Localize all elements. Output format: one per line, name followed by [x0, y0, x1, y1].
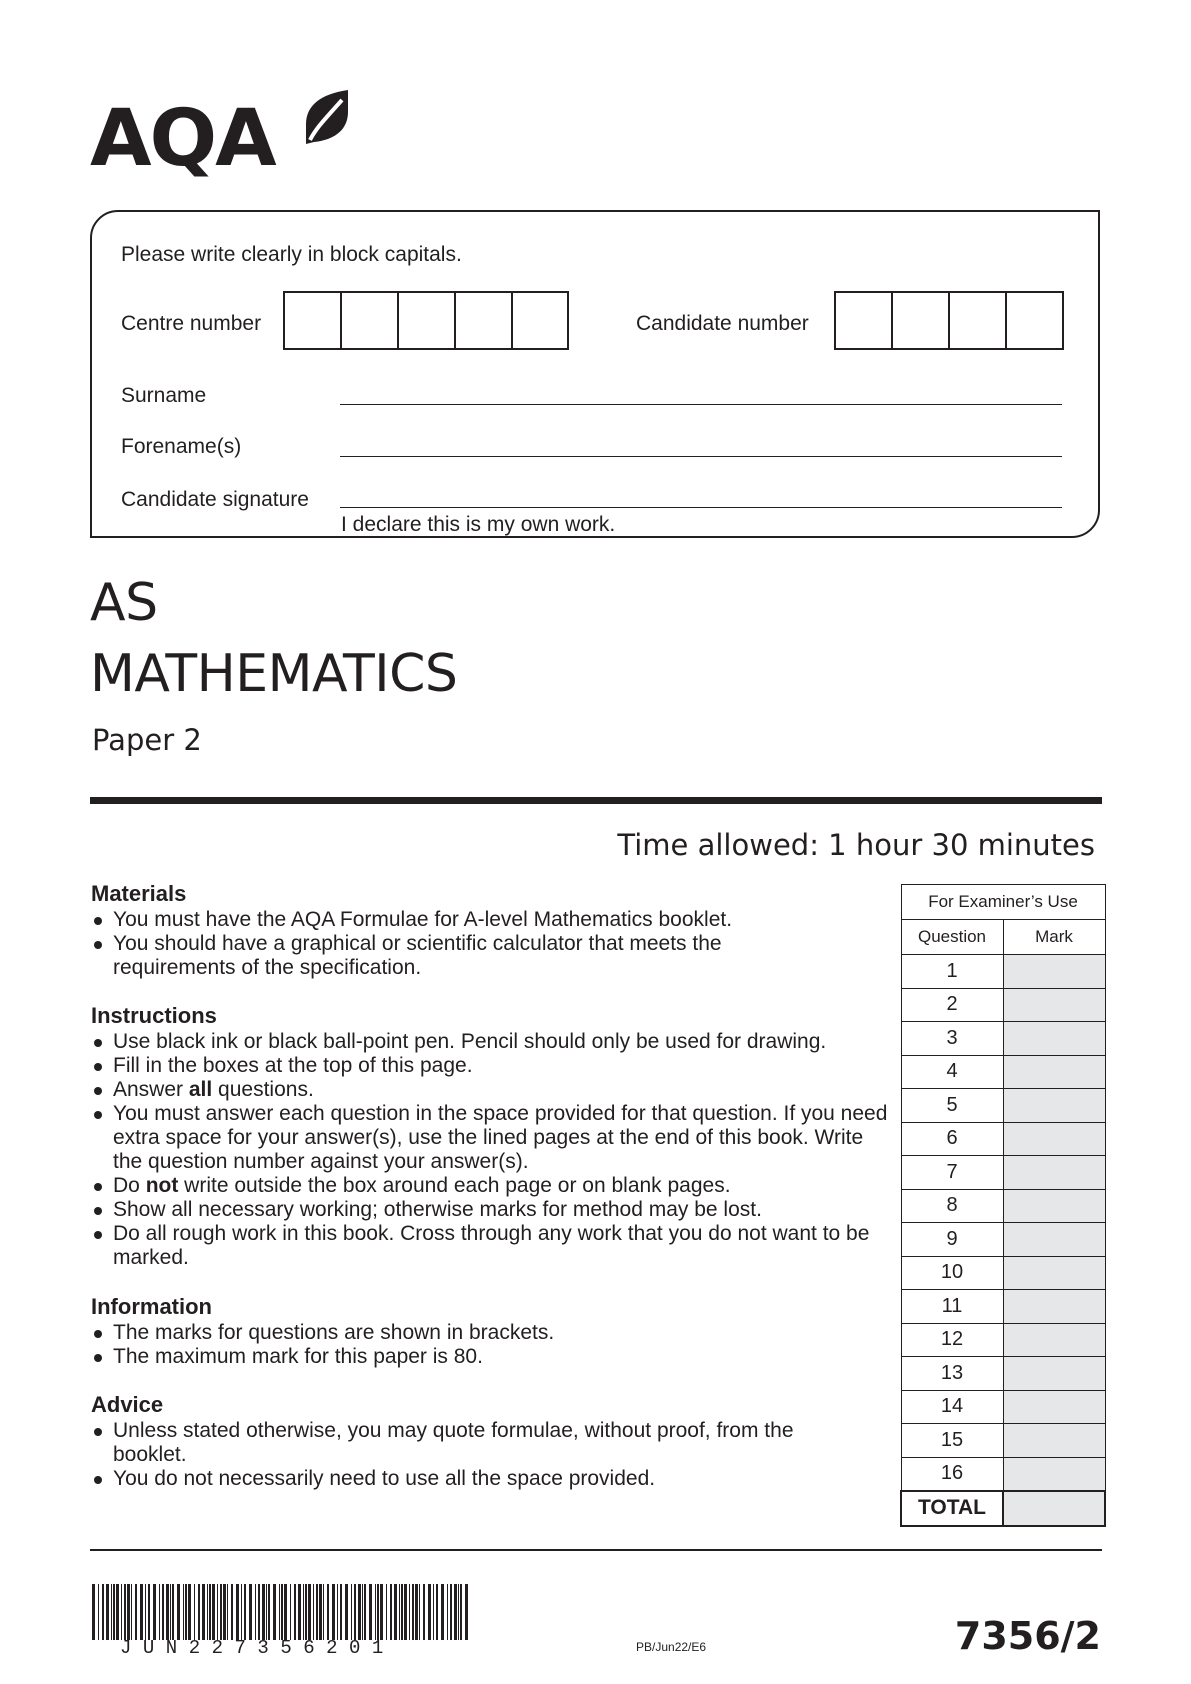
question-number-cell: 15 — [901, 1424, 1003, 1458]
mark-column-header: Mark — [1003, 920, 1105, 955]
question-number-cell: 1 — [901, 955, 1003, 989]
mark-cell[interactable] — [1003, 955, 1105, 989]
question-number-cell: 16 — [901, 1457, 1003, 1491]
table-row — [901, 1089, 1105, 1123]
total-label: TOTAL — [901, 1491, 1003, 1526]
text-run: write outside the box around each page or on blank pages. — [178, 1174, 731, 1197]
mark-cell[interactable] — [1003, 988, 1105, 1022]
table-row — [901, 1357, 1105, 1391]
thick-divider — [90, 797, 1102, 804]
question-number-cell: 6 — [901, 1122, 1003, 1156]
signature-label: Candidate signature — [121, 488, 309, 511]
question-number-cell: 13 — [901, 1357, 1003, 1391]
materials-section — [91, 883, 891, 980]
examiner-table-title: For Examiner’s Use — [901, 885, 1105, 920]
candidate-number-digit[interactable] — [950, 293, 1007, 348]
table-row — [901, 1156, 1105, 1190]
subject-title: MATHEMATICS — [90, 644, 458, 704]
emphasis-text: all — [188, 1078, 213, 1101]
centre-number-label: Centre number — [121, 312, 262, 335]
list-item: You must have the AQA Formulae for A-level Mathematics booklet. — [91, 908, 891, 932]
centre-number-digit[interactable] — [399, 293, 456, 348]
list-item: Fill in the boxes at the top of this page. — [91, 1054, 891, 1078]
list-item: Show all necessary working; otherwise marks for method may be lost. — [91, 1198, 891, 1222]
list-item — [91, 1078, 891, 1102]
candidate-number-label: Candidate number — [636, 312, 809, 335]
mark-cell[interactable] — [1003, 1390, 1105, 1424]
question-number-cell: 10 — [901, 1256, 1003, 1290]
information-section — [91, 1296, 891, 1369]
time-allowed: Time allowed: 1 hour 30 minutes — [617, 828, 1095, 862]
question-number-cell: 7 — [901, 1156, 1003, 1190]
table-row — [901, 1323, 1105, 1357]
question-number-cell: 11 — [901, 1290, 1003, 1324]
list-item: Do all rough work in this book. Cross through any work that you do not want to be marked. — [91, 1222, 903, 1270]
table-row — [901, 955, 1105, 989]
question-column-header: Question — [901, 920, 1003, 955]
mark-cell[interactable] — [1003, 1424, 1105, 1458]
table-row — [901, 1189, 1105, 1223]
mark-cell[interactable] — [1003, 1089, 1105, 1123]
mark-cell[interactable] — [1003, 1022, 1105, 1056]
list-item: Use black ink or black ball-point pen. Pencil should only be used for drawing. — [91, 1030, 891, 1054]
emphasis-text: not — [145, 1174, 179, 1197]
forenames-label: Forename(s) — [121, 435, 242, 458]
signature-field[interactable] — [340, 507, 1062, 508]
block-capitals-instruction: Please write clearly in block capitals. — [121, 243, 462, 266]
mark-cell[interactable] — [1003, 1290, 1105, 1324]
mark-cell[interactable] — [1003, 1055, 1105, 1089]
question-number-cell: 5 — [901, 1089, 1003, 1123]
question-number-cell: 2 — [901, 988, 1003, 1022]
text-run: Do — [113, 1174, 146, 1197]
question-number-cell: 8 — [901, 1189, 1003, 1223]
mark-cell[interactable] — [1003, 1357, 1105, 1391]
table-row — [901, 1290, 1105, 1324]
information-heading: Information — [91, 1294, 212, 1319]
table-row — [901, 1122, 1105, 1156]
mark-cell[interactable] — [1003, 1457, 1105, 1491]
surname-label: Surname — [121, 384, 207, 407]
mark-cell[interactable] — [1003, 1122, 1105, 1156]
list-item: You should have a graphical or scientific calculator that meets the requirements of the specification. — [91, 932, 793, 980]
mark-cell[interactable] — [1003, 1223, 1105, 1257]
paper-code: 7356/2 — [954, 1614, 1101, 1658]
paper-number: Paper 2 — [92, 723, 202, 757]
table-row — [901, 1223, 1105, 1257]
table-row — [901, 1457, 1105, 1491]
examiner-use-table — [900, 884, 1106, 1527]
table-row — [901, 1390, 1105, 1424]
text-run: questions. — [212, 1078, 314, 1101]
candidate-number-digit[interactable] — [893, 293, 950, 348]
centre-number-digit[interactable] — [285, 293, 342, 348]
surname-field[interactable] — [340, 404, 1062, 405]
total-mark-cell[interactable] — [1003, 1491, 1105, 1526]
list-item: You must answer each question in the space provided for that question. If you need extra space for your answer(s), use the lined pages at the end of this book. Write the question number against your answer(s). — [91, 1102, 893, 1174]
centre-number-digit[interactable] — [456, 293, 513, 348]
list-item: The marks for questions are shown in brackets. — [91, 1321, 891, 1345]
mark-cell[interactable] — [1003, 1156, 1105, 1190]
total-row — [901, 1491, 1105, 1526]
question-number-cell: 3 — [901, 1022, 1003, 1056]
mark-cell[interactable] — [1003, 1323, 1105, 1357]
list-item — [91, 1174, 891, 1198]
table-row — [901, 1055, 1105, 1089]
footer-divider — [90, 1549, 1102, 1551]
qualification-level: AS — [90, 573, 158, 633]
advice-section — [91, 1394, 891, 1491]
mark-cell[interactable] — [1003, 1189, 1105, 1223]
instructions-section — [91, 1005, 891, 1270]
aqa-logo-text: AQA — [90, 94, 275, 184]
instructions-heading: Instructions — [91, 1003, 217, 1028]
question-number-cell: 9 — [901, 1223, 1003, 1257]
mark-cell[interactable] — [1003, 1256, 1105, 1290]
forenames-field[interactable] — [340, 456, 1062, 457]
print-reference: PB/Jun22/E6 — [636, 1640, 707, 1654]
declaration-text: I declare this is my own work. — [341, 513, 616, 536]
advice-heading: Advice — [91, 1392, 164, 1417]
examiner-table-body — [901, 955, 1105, 1492]
candidate-number-boxes[interactable] — [834, 291, 1064, 350]
table-row — [901, 1424, 1105, 1458]
list-item: Unless stated otherwise, you may quote formulae, without proof, from the booklet. — [91, 1419, 863, 1467]
candidate-number-digit[interactable] — [1007, 293, 1062, 348]
table-row — [901, 1256, 1105, 1290]
list-item: You do not necessarily need to use all the space provided. — [91, 1467, 891, 1491]
table-row — [901, 988, 1105, 1022]
text-run: Answer — [113, 1078, 189, 1101]
barcode-number: JUN227356201 — [120, 1637, 395, 1659]
question-number-cell: 14 — [901, 1390, 1003, 1424]
barcode-icon — [92, 1584, 472, 1640]
centre-number-digit[interactable] — [513, 293, 567, 348]
centre-number-boxes[interactable] — [283, 291, 569, 350]
list-item: The maximum mark for this paper is 80. — [91, 1345, 891, 1369]
materials-heading: Materials — [91, 881, 187, 906]
question-number-cell: 12 — [901, 1323, 1003, 1357]
centre-number-digit[interactable] — [342, 293, 399, 348]
table-row — [901, 1022, 1105, 1056]
candidate-number-digit[interactable] — [836, 293, 893, 348]
aqa-leaf-logo-icon — [300, 88, 352, 146]
question-number-cell: 4 — [901, 1055, 1003, 1089]
